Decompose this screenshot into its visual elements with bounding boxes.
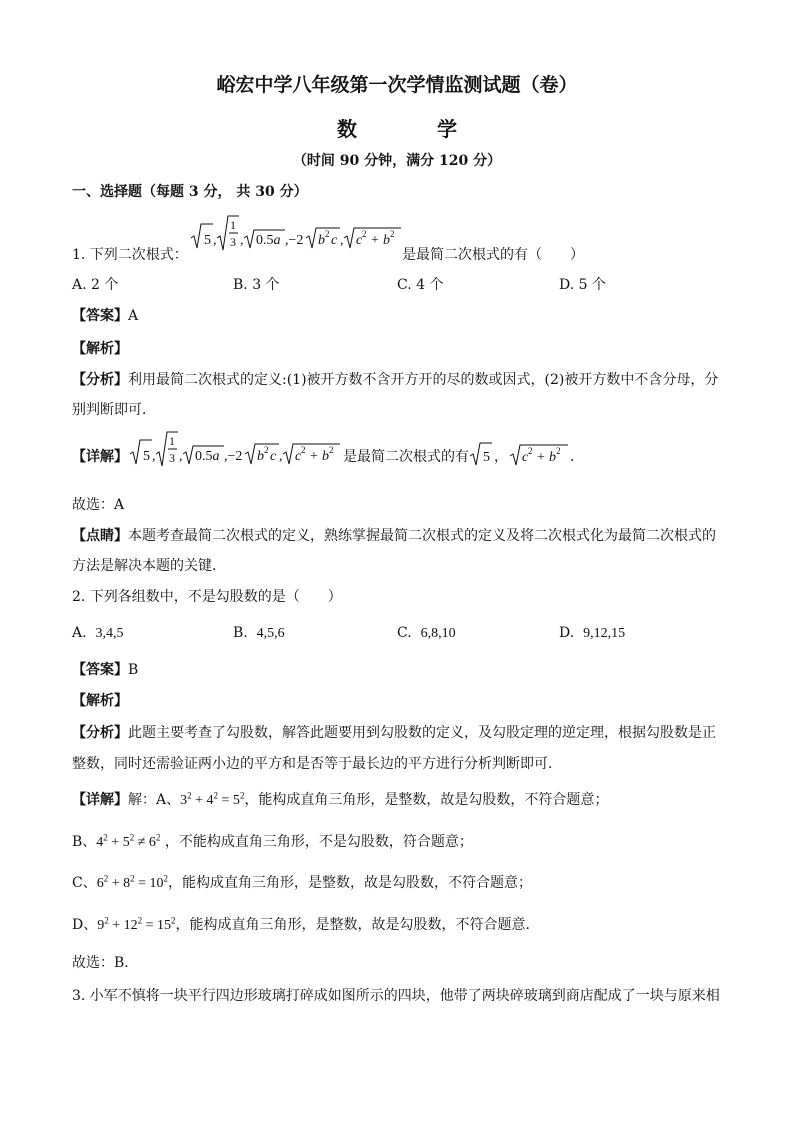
q1-xiangjie-text: 是最简二次根式的有 bbox=[343, 449, 469, 465]
svg-text:b: b bbox=[318, 233, 325, 248]
q1-option-c: C. 4 个 bbox=[397, 277, 444, 293]
svg-text:2: 2 bbox=[301, 445, 306, 455]
svg-text:1: 1 bbox=[169, 434, 175, 448]
q1-detail-radicals bbox=[128, 430, 344, 474]
q2-xiangjie-b bbox=[72, 832, 473, 853]
time-info: （时间 90 分钟，满分 120 分） bbox=[292, 153, 502, 169]
q2-option-d bbox=[559, 623, 625, 644]
q1-detail-sqrt-c2b2 bbox=[508, 440, 572, 470]
q1-dianjing bbox=[72, 526, 716, 546]
fenxi-text: 利用最简二次根式的定义:(1)被开方数不含开方开的尽的数或因式，(2)被开方数中不含分母，分 bbox=[128, 372, 719, 388]
option-value: 6,8,10 bbox=[420, 626, 456, 641]
svg-text:c: c bbox=[522, 450, 529, 465]
xiangjie-tag: 【详解】 bbox=[72, 792, 128, 808]
answer-tag: 【答案】 bbox=[72, 662, 128, 678]
equation-a: $3^2 + 4^2 = 5^2$ bbox=[180, 790, 245, 808]
answer-value: A bbox=[128, 308, 139, 324]
subject-title: 数 学 bbox=[337, 117, 457, 141]
equation-b: $4^2 + 5^2 \ne 6^2$ bbox=[96, 832, 161, 850]
q2-fenxi-cont: 整数，同时还需验证两小边的平方和是否等于最长边的平方进行分析判断即可． bbox=[72, 756, 562, 772]
svg-text:,: , bbox=[179, 449, 183, 464]
equation-d: $9^2 + 12^2 = 15^2$ bbox=[97, 915, 176, 933]
q1-suffix: 是最简二次根式的有（ ） bbox=[402, 247, 584, 263]
svg-text:,: , bbox=[213, 233, 217, 248]
q1-answer bbox=[72, 306, 138, 326]
equation-c: $6^2 + 8^2 = 10^2$ bbox=[96, 873, 169, 891]
dianjing-tag: 【点睛】 bbox=[72, 528, 128, 544]
item-text: ，不能构成直角三角形，不是勾股数，符合题意； bbox=[164, 834, 473, 850]
exam-title: 峪宏中学八年级第一次学情监测试题（卷） bbox=[216, 74, 578, 96]
item-text: ，能构成直角三角形，是整数，故是勾股数，不符合题意． bbox=[175, 917, 540, 933]
q2-analysis-tag: 【解析】 bbox=[72, 693, 128, 709]
dianjing-text: 本题考查最简二次根式的定义，熟练掌握最简二次根式的定义及将二次根式化为最简二次根式的 bbox=[128, 528, 716, 544]
svg-text:,−2: ,−2 bbox=[224, 449, 243, 464]
svg-text:2: 2 bbox=[556, 446, 561, 456]
svg-text:5: 5 bbox=[483, 450, 490, 465]
svg-text:c: c bbox=[356, 233, 363, 248]
q1-dianjing-cont: 方法是解决本题的关键． bbox=[72, 558, 226, 574]
svg-text:3: 3 bbox=[169, 451, 175, 465]
svg-text:b: b bbox=[322, 449, 329, 464]
item-text: ，能构成直角三角形，是整数，故是勾股数，不符合题意； bbox=[168, 875, 533, 891]
q2-option-c bbox=[397, 623, 456, 644]
svg-text:+: + bbox=[537, 450, 545, 465]
q1-xiangjie-sep: ， bbox=[494, 449, 508, 465]
svg-text:2: 2 bbox=[362, 229, 367, 239]
option-letter: C. bbox=[397, 625, 412, 641]
item-prefix: B、 bbox=[72, 834, 97, 850]
svg-text:c: c bbox=[270, 449, 277, 464]
item-prefix: 解：A、 bbox=[128, 792, 181, 808]
svg-text:1: 1 bbox=[230, 218, 236, 232]
section-heading: 一、选择题（每题 3 分， 共 30 分） bbox=[72, 184, 308, 200]
q1-radical-list bbox=[187, 214, 405, 258]
svg-text:,: , bbox=[152, 449, 156, 464]
option-letter: A. bbox=[72, 625, 87, 641]
option-value: 3,4,5 bbox=[95, 626, 124, 641]
item-prefix: C、 bbox=[72, 875, 97, 891]
svg-text:,−2: ,−2 bbox=[285, 233, 304, 248]
svg-text:5: 5 bbox=[204, 233, 211, 248]
svg-text:2: 2 bbox=[264, 445, 269, 455]
option-value: 9,12,15 bbox=[583, 626, 626, 641]
q2-xiangjie-d bbox=[72, 915, 540, 936]
fenxi-tag: 【分析】 bbox=[72, 725, 128, 741]
q2-xiangjie-a bbox=[72, 790, 608, 811]
xiangjie-tag: 【详解】 bbox=[72, 449, 128, 465]
svg-text:3: 3 bbox=[230, 235, 236, 249]
q2-choose: 故选：B． bbox=[72, 955, 139, 971]
q1-fenxi-cont: 别判断即可． bbox=[72, 402, 156, 418]
svg-text:2: 2 bbox=[528, 446, 533, 456]
svg-text:c: c bbox=[295, 449, 302, 464]
svg-text:c: c bbox=[331, 233, 338, 248]
item-prefix: D、 bbox=[72, 917, 98, 933]
fenxi-text: 此题主要考查了勾股数，解答此题要用到勾股数的定义，及勾股定理的逆定理，根据勾股数是正 bbox=[128, 725, 716, 741]
q1-xiangjie-end: ． bbox=[570, 449, 584, 465]
q2-stem: 2. 下列各组数中，不是勾股数的是（ ） bbox=[72, 589, 342, 605]
svg-text:b: b bbox=[383, 233, 390, 248]
svg-text:5: 5 bbox=[143, 449, 150, 464]
q1-option-d: D. 5 个 bbox=[559, 277, 606, 293]
svg-text:2: 2 bbox=[325, 229, 330, 239]
answer-value: B bbox=[128, 662, 139, 678]
q1-fenxi bbox=[72, 370, 718, 390]
q2-option-a bbox=[72, 623, 123, 644]
q1-option-b: B. 3 个 bbox=[233, 277, 280, 293]
svg-text:0.5a: 0.5a bbox=[256, 233, 281, 248]
q2-answer bbox=[72, 660, 138, 680]
svg-text:+: + bbox=[310, 449, 318, 464]
q1-analysis-tag: 【解析】 bbox=[72, 341, 128, 357]
svg-text:,: , bbox=[240, 233, 244, 248]
q1-choose: 故选：A bbox=[72, 497, 125, 513]
svg-text:0.5a: 0.5a bbox=[195, 449, 220, 464]
fenxi-tag: 【分析】 bbox=[72, 372, 128, 388]
option-letter: D. bbox=[559, 625, 575, 641]
svg-text:b: b bbox=[257, 449, 264, 464]
svg-text:,: , bbox=[340, 233, 344, 248]
q2-xiangjie-c bbox=[72, 873, 532, 894]
q2-option-b bbox=[233, 623, 285, 644]
q1-detail-sqrt5 bbox=[468, 440, 496, 470]
svg-text:,: , bbox=[279, 449, 283, 464]
q3-stem: 3. 小军不慎将一块平行四边形玻璃打碎成如图所示的四块，他带了两块碎玻璃到商店配成了一块与原来相 bbox=[72, 988, 720, 1004]
q1-prefix: 1. 下列二次根式： bbox=[72, 247, 188, 263]
q1-option-a: A. 2 个 bbox=[72, 277, 119, 293]
option-value: 4,5,6 bbox=[256, 626, 285, 641]
svg-text:2: 2 bbox=[329, 445, 334, 455]
svg-text:+: + bbox=[371, 233, 379, 248]
answer-tag: 【答案】 bbox=[72, 308, 128, 324]
svg-text:b: b bbox=[549, 450, 556, 465]
item-text: ，能构成直角三角形，是整数，故是勾股数，不符合题意； bbox=[244, 792, 609, 808]
option-letter: B. bbox=[233, 625, 248, 641]
q1-xiangjie-tag bbox=[72, 447, 128, 467]
q2-fenxi bbox=[72, 723, 716, 743]
svg-text:2: 2 bbox=[390, 229, 395, 239]
